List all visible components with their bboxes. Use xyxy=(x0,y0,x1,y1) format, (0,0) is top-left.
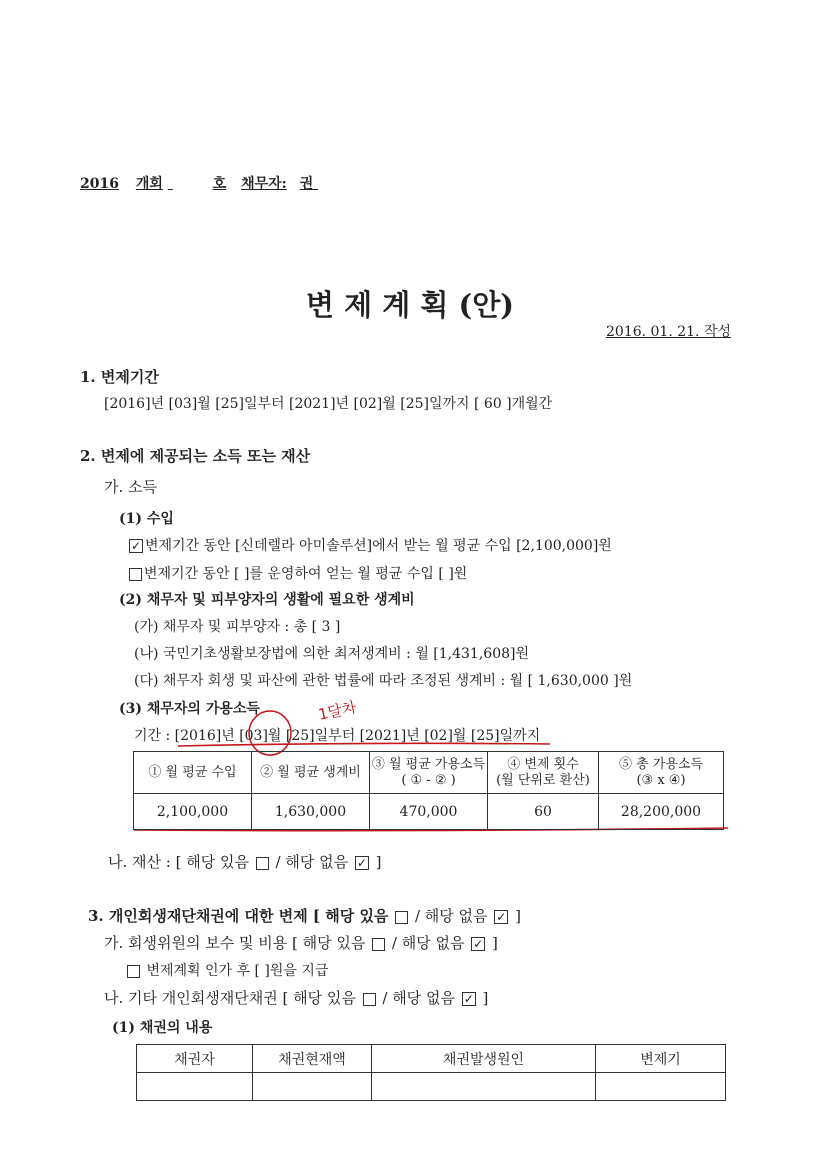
case-no-label: 호 xyxy=(212,176,227,192)
table-header-cell: 채권자 xyxy=(137,1045,253,1073)
table-cell: 470,000 xyxy=(370,794,488,830)
income-line-2-text: 변제기간 동안 [ ]를 운영하여 얻는 월 평균 수입 [ ]원 xyxy=(144,566,468,582)
date-written: 2016. 01. 21. 작성 xyxy=(606,324,732,340)
table-row xyxy=(134,794,724,830)
table-header-cell: 채권발생원인 xyxy=(372,1045,596,1073)
income-heading: (1) 수입 xyxy=(119,511,174,527)
debtor-label: 채무자: xyxy=(241,176,287,192)
unchecked-box-icon[interactable] xyxy=(395,911,408,924)
red-underline-period xyxy=(178,743,550,746)
table-header-row xyxy=(137,1045,726,1073)
unchecked-box-icon[interactable] xyxy=(256,857,269,870)
red-circle xyxy=(249,711,291,755)
checked-box-icon[interactable]: ✓ xyxy=(473,937,484,951)
table-header-row xyxy=(134,752,724,794)
checked-box-icon[interactable]: ✓ xyxy=(496,910,507,924)
table-cell xyxy=(596,1073,726,1101)
section2-ga: 가. 소득 xyxy=(104,478,158,496)
section3-ga-sub: 변제계획 인가 후 [ ]원을 지급 xyxy=(125,960,328,980)
table-cell xyxy=(253,1073,372,1101)
table-cell xyxy=(372,1073,596,1101)
available-income-table xyxy=(133,751,724,830)
table-header-cell: 채권현재액 xyxy=(253,1045,372,1073)
living-a: (가) 채무자 및 피부양자 : 총 [ 3 ] xyxy=(134,619,341,635)
claims-heading: (1) 채권의 내용 xyxy=(112,1020,213,1036)
section3-ga: 가. 회생위원의 보수 및 비용 [ 해당 있음 / 해당 없음 ✓ ] xyxy=(104,934,498,952)
table-row xyxy=(137,1073,726,1101)
table-cell: 60 xyxy=(488,794,599,830)
unchecked-box-icon[interactable] xyxy=(372,938,385,951)
living-heading: (2) 채무자 및 피부양자의 생활에 필요한 생계비 xyxy=(119,592,415,608)
repayment-period: [2016]년 [03]월 [25]일부터 [2021]년 [02]월 [25]일까지 [ 60 ]개월간 xyxy=(104,396,553,412)
table-header-cell: ③ 월 평균 가용소득 ( ① - ② ) xyxy=(370,752,488,794)
table-header-cell: ① 월 평균 수입 xyxy=(134,752,252,794)
table-cell xyxy=(137,1073,253,1101)
unchecked-box-icon[interactable] xyxy=(127,965,140,978)
table-header-cell: 변제기 xyxy=(596,1045,726,1073)
debtor-name: 권 xyxy=(299,176,314,192)
section2-heading: 2. 변제에 제공되는 소득 또는 재산 xyxy=(80,447,311,465)
available-income-period: 기간 : [2016]년 [03]월 [25]일부터 [2021]년 [02]월 [25]일까지 xyxy=(134,728,541,744)
case-label: 개회 xyxy=(135,176,163,192)
checked-box-icon[interactable]: ✓ xyxy=(463,992,474,1006)
living-c: (다) 채무자 회생 및 파산에 관한 법률에 따라 조정된 생계비 : 월 [ 1,630,000 ]원 xyxy=(134,673,633,689)
handwritten-annotation: 1달차 xyxy=(316,698,359,724)
income-line-1-text: 변제기간 동안 [신데렐라 아미솔루션]에서 받는 월 평균 수입 [2,100,000]원 xyxy=(145,538,612,554)
checked-box-icon[interactable]: ✓ xyxy=(130,539,142,553)
table-header-cell: ② 월 평균 생계비 xyxy=(252,752,370,794)
table-cell: 2,100,000 xyxy=(134,794,252,830)
section3-heading: 3. 개인회생재단채권에 대한 변제 [ 해당 있음 / 해당 없음 ✓ ] xyxy=(88,907,521,925)
page-title: 변 제 계 획 (안) xyxy=(306,288,514,322)
table-header-cell: ④ 변제 횟수 (월 단위로 환산) xyxy=(488,752,599,794)
section1-heading: 1. 변제기간 xyxy=(80,368,159,386)
section3-na: 나. 기타 개인회생재단채권 [ 해당 있음 / 해당 없음 ✓ ] xyxy=(104,989,489,1007)
table-header-cell: ⑤ 총 가용소득 (③ x ④) xyxy=(599,752,724,794)
checked-box-icon[interactable]: ✓ xyxy=(356,856,367,870)
unchecked-box-icon[interactable] xyxy=(363,993,376,1006)
case-year: 2016 xyxy=(80,176,119,192)
available-income-heading: (3) 채무자의 가용소득 xyxy=(119,701,260,717)
table-cell: 1,630,000 xyxy=(252,794,370,830)
claims-table xyxy=(136,1044,726,1101)
property-line: 나. 재산 : [ 해당 있음 / 해당 없음 ✓ ] xyxy=(108,853,382,871)
living-b: (나) 국민기초생활보장법에 의한 최저생계비 : 월 [1,431,608]원 xyxy=(134,646,529,662)
table-cell: 28,200,000 xyxy=(599,794,724,830)
